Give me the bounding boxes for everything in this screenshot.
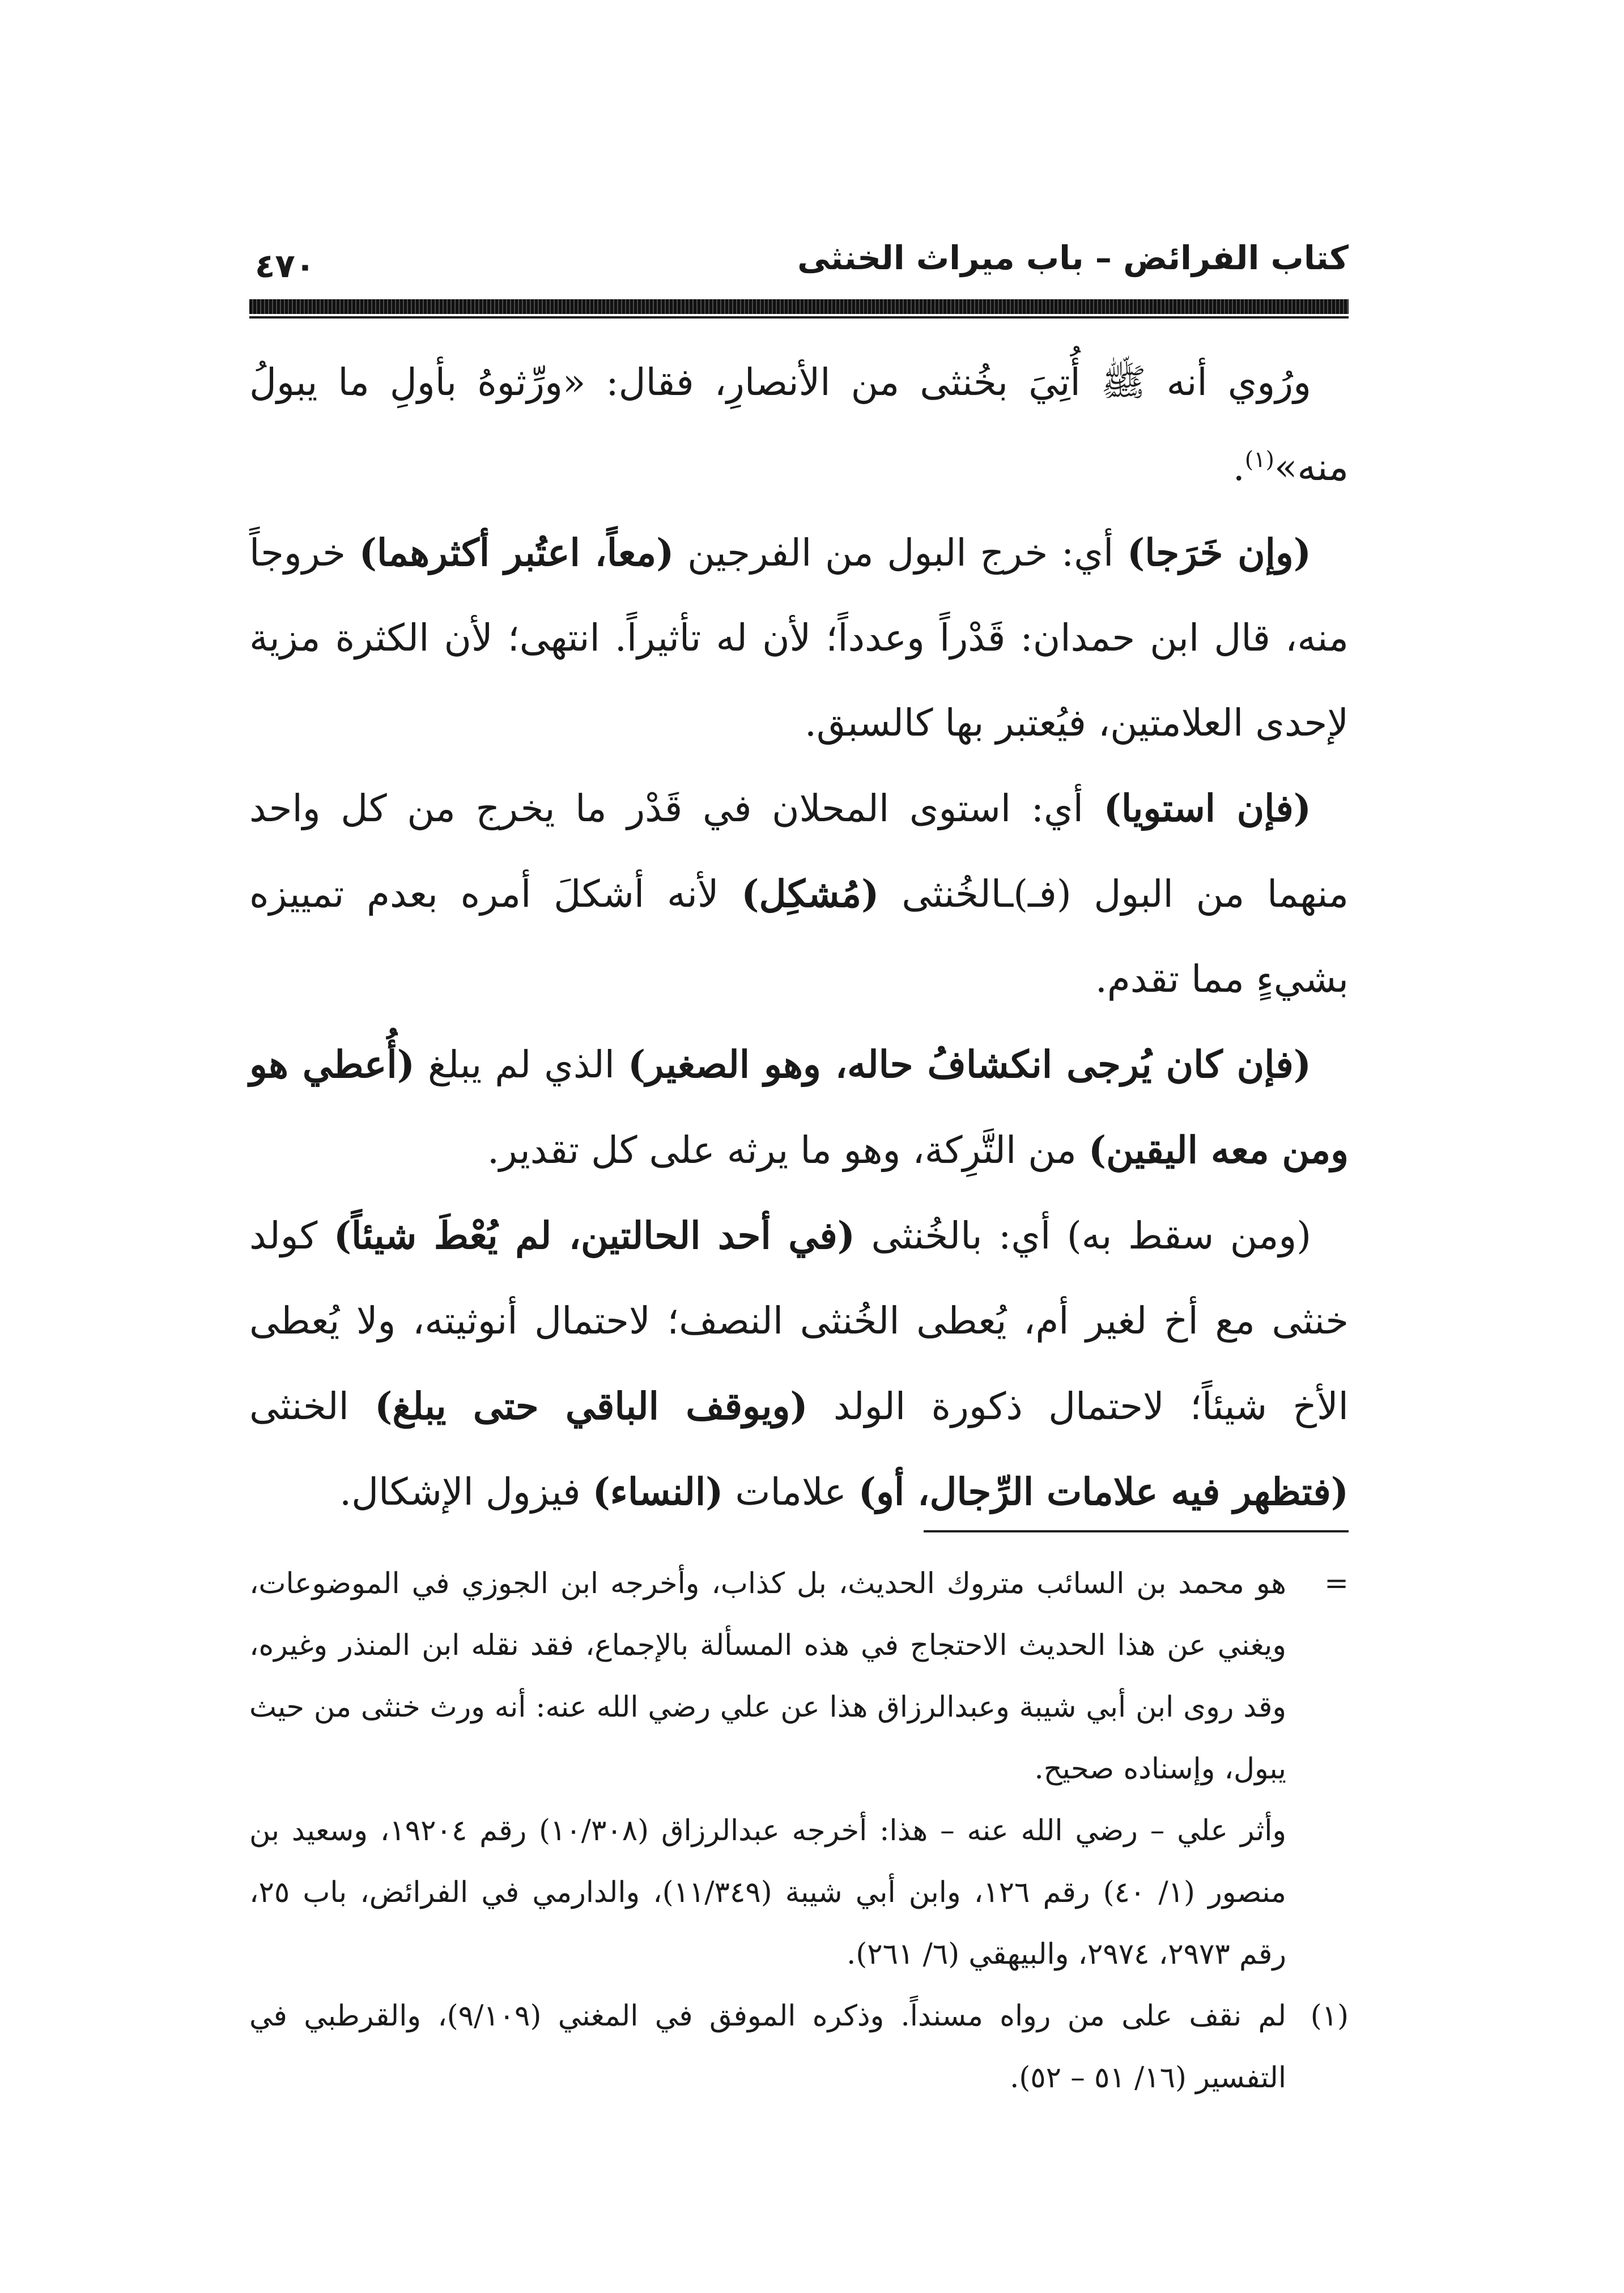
footnote-1 [249,1985,1349,2109]
page-number: ٤٧٠ [255,247,316,285]
matn-text: (معاً، اعتُبر أكثرهما) [359,530,674,575]
paragraph-end: . [1232,445,1245,489]
continuation-marker: = [1324,1567,1349,1600]
sharh-text: فيزول الإشكال. [339,1470,593,1514]
sharh-text: لأنه أشكلَ أمره بعدم تمييزه بشيءٍ مما تقدم. [249,872,1349,1001]
footnote-continuation [249,1553,1349,1800]
footnote-text: لم نقف على من رواه مسنداً. وذكره الموفق في المغني (٩/١٠٩)، والقرطبي في التفسير (١٦/ ٥١ – ٥٢). [249,1999,1286,2095]
sharh-text: (فـ)ـالخُنثى [879,872,1072,916]
footnote-marker: (١) [1310,1999,1349,2033]
sharh-text: (ومن سقط به) أي: بالخُنثى [855,1214,1312,1258]
paragraph-hadith [249,340,1349,510]
running-head: كتاب الفرائض – باب ميراث الخنثى [797,239,1349,277]
footnote-separator [924,1530,1349,1532]
matn-text: (فإن استويا) [1103,786,1311,830]
sharh-text: الذي لم يبلغ [415,1043,628,1086]
sharh-text: أي: خرج البول من الفرجين [674,531,1128,575]
matn-text: (أُعطي هو ومن معه اليقين) [249,1042,1349,1172]
paragraph-hope-reveal [249,1022,1349,1193]
sharh-text: من التَّرِكة، وهو ما يرثه على كل تقدير. [487,1128,1089,1172]
sharh-text: علامات [723,1470,858,1514]
paragraph-text: ورُوي أنه ﷺ أُتِيَ بخُنثى من الأنصارِ، فقال: «ورِّثوهُ بأولِ ما يبولُ منه» [249,360,1349,489]
footnote-athar [249,1800,1349,1985]
matn-text: (مُشكِل) [741,872,879,916]
matn-text: (في أحد الحالتين، لم يُعْطَ شيئاً) [333,1213,856,1258]
sharh-text: خروجاً منه، قال ابن حمدان: قَدْراً وعدداً؛ لأن له تأثيراً. انتهى؛ لأن الكثرة مزية لإحدى العلامتين، فيُعتبر بها كالسبق. [249,531,1349,745]
matn-text: (النساء) [592,1470,724,1514]
main-text [249,340,1349,1535]
paragraph-excluded [249,1193,1349,1535]
paragraph-both-exit [249,510,1349,766]
matn-text: (فإن كان يُرجى انكشافُ حاله، وهو الصغير) [628,1042,1312,1086]
page-header [249,232,1349,317]
matn-text: (ويوقف الباقي حتى يبلغ) [375,1384,808,1428]
matn-text: (فتظهر فيه علامات الرِّجال، أو) [858,1470,1349,1514]
footnote-text: هو محمد بن السائب متروك الحديث، بل كذاب، وأخرجه ابن الجوزي في الموضوعات، ويغني عن هذا الحديث الاحتجاج في هذه المسألة بالإجماع، فقد نقله ابن المنذر وغيره، وقد روى ابن أبي شيبة وعبدالرزاق هذا عن علي رضي الله عنه: أنه ورث خنثى من حيث يبول، وإسناده صحيح. [249,1567,1286,1786]
sharh-text: أي: استوى المحلان في قَدْر ما يخرج من كل واحد منهما من البول [249,787,1349,916]
footnote-text: وأثر علي – رضي الله عنه – هذا: أخرجه عبدالرزاق (١٠/٣٠٨) رقم ١٩٢٠٤، وسعيد بن منصور (١/ ٤٠) رقم ١٢٦، وابن أبي شيبة (١١/٣٤٩)، والدارمي في الفرائض، باب ٢٥، رقم ٢٩٧٣، ٢٩٧٤، والبيهقي (٦/ ٢٦١). [249,1814,1286,1971]
sharh-text: كولد خنثى مع أخ لغير أم، يُعطى الخُنثى النصف؛ لاحتمال أنوثيته، ولا يُعطى الأخ شيئاً؛ لاحتمال ذكورة الولد [249,1214,1349,1428]
paragraph-equal [249,766,1349,1022]
header-rule [249,299,1349,314]
sharh-text: الخنثى [249,1385,375,1428]
matn-text: (وإن خَرَجا) [1127,530,1311,575]
footnotes [249,1553,1349,2109]
footnote-ref: (١) [1244,447,1274,473]
